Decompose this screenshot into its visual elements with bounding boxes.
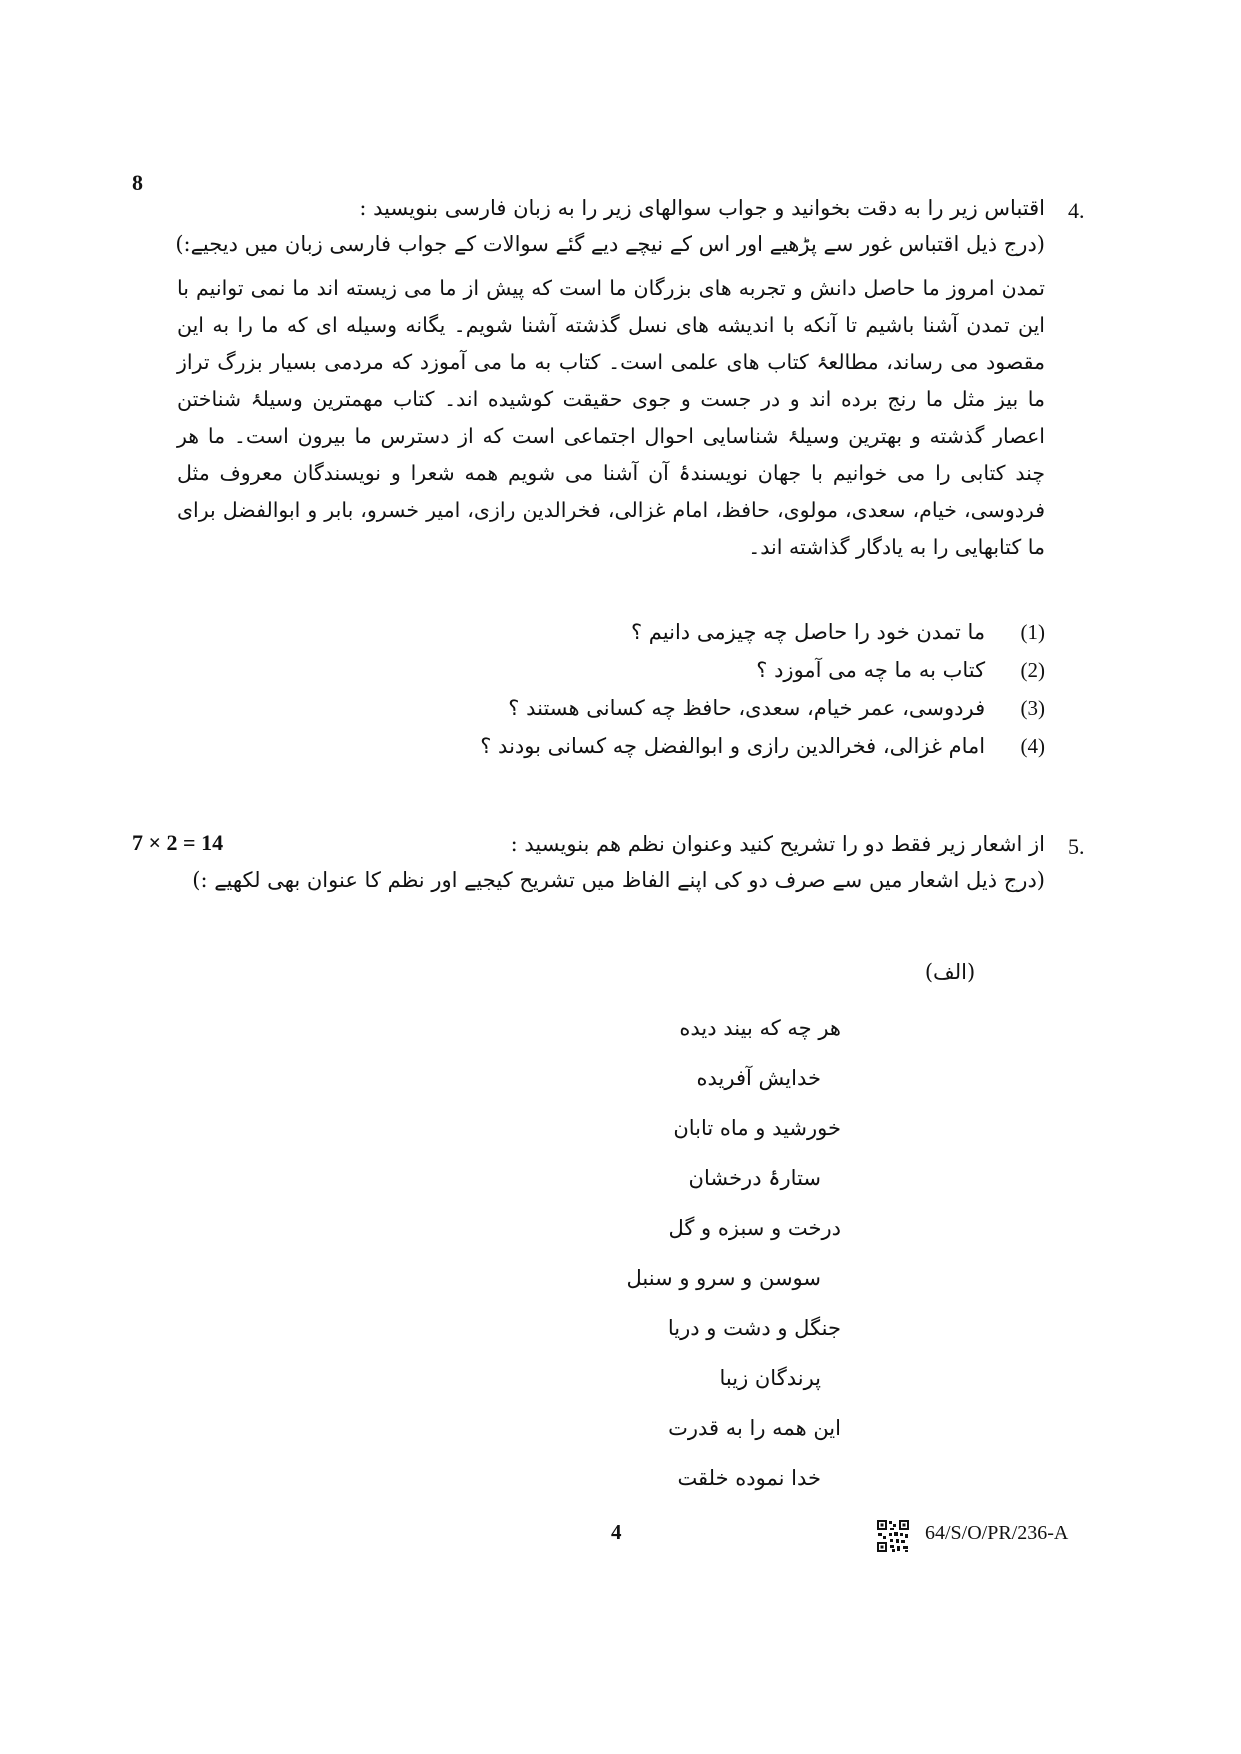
q4-question-1 <box>445 620 1045 645</box>
poem-line-6: سوسن و سرو و سنبل <box>626 1266 821 1290</box>
q5-marks: 7 × 2 = 14 <box>132 830 224 855</box>
q4-instruction-persian: اقتباس زیر را به دقت بخوانید و جواب سوالهای زیر را به زبان فارسی بنویسید : <box>359 196 1045 220</box>
q4-marks: 8 <box>132 170 143 195</box>
q4-number: 4. <box>1068 198 1085 223</box>
q4-question-3-text: فردوسی، عمر خیام، سعدی، حافظ چه کسانی هستند ؟ <box>508 696 986 720</box>
poem-line-7: جنگل و دشت و دریا <box>667 1316 841 1340</box>
poem-line-1: هر چه که بیند دیده <box>679 1016 841 1040</box>
q5-instruction-urdu: (درج ذیل اشعار میں سے صرف دو کی اپنے الفاظ میں تشریح کیجیے اور نظم کا عنوان بھی لکھیے :) <box>192 868 1045 892</box>
q4-instruction-urdu: (درج ذیل اقتباس غور سے پڑھیے اور اس کے نیچے دیے گئے سوالات کے جواب فارسی زبان میں دیجیے:) <box>175 232 1045 256</box>
poem-line-2: خدایش آفریده <box>696 1066 821 1090</box>
q4-question-1-number: (1) <box>1020 620 1045 644</box>
poem-line-4: ستارۂ درخشان <box>688 1166 821 1190</box>
q4-question-4 <box>445 734 1045 759</box>
q4-question-3 <box>445 696 1045 721</box>
q5-number: 5. <box>1068 834 1085 859</box>
q5-section-label: (الف) <box>924 960 976 984</box>
qr-code-icon <box>876 1519 910 1553</box>
q4-question-2-text: کتاب به ما چه می آموزد ؟ <box>756 658 986 682</box>
q4-question-2 <box>445 658 1045 683</box>
poem-line-3: خورشید و ماه تابان <box>673 1116 841 1140</box>
page-number: 4 <box>611 1520 622 1544</box>
q4-question-1-text: ما تمدن خود را حاصل چه چیزمی دانیم ؟ <box>630 620 986 644</box>
q4-question-4-text: امام غزالی، فخرالدین رازی و ابوالفضل چه کسانی بودند ؟ <box>480 734 986 758</box>
poem-line-8: پرندگان زیبا <box>719 1366 821 1390</box>
paper-code: 64/S/O/PR/236-A <box>925 1522 1069 1544</box>
q4-question-2-number: (2) <box>1020 658 1045 682</box>
q4-question-4-number: (4) <box>1020 734 1045 758</box>
q4-passage: تمدن امروز ما حاصل دانش و تجربه های بزرگان ما است که پیش از ما می زیسته اند ما نمی توانیم با این تمدن آشنا باشیم تا آنکه با اندیشه های نسل گذشته آشنا شویم۔ یگانه وسیله ای که ما را به این مقصود می رساند، مطالعۂ کتاب های علمی است۔ کتاب به ما می آموزد که مردمی بسیار بزرگ تراز ما بیز مثل ما رنج برده اند و در جست و جوی حقیقت کوشیده اند۔ کتاب مهمترین وسیلۂ شناختن اعصار گذشته و بهترین وسیلۂ شناسایی احوال اجتماعی است که از دسترس ما بیرون است۔ ما هر چند کتابی را می خوانیم با جهان نویسندۂ آن آشنا می شویم همه شعرا و نویسندگان معروف مثل فردوسی، خیام، سعدی، مولوی، حافظ، امام غزالی، فخرالدین رازی، امیر خسرو، بابر و ابوالفضل برای ما کتابهایی را به یادگار گذاشته اند۔ <box>177 276 1045 559</box>
poem-line-10: خدا نموده خلقت <box>677 1466 821 1490</box>
q4-question-3-number: (3) <box>1020 696 1045 720</box>
poem-line-9: این همه را به قدرت <box>668 1416 841 1440</box>
poem-line-5: درخت و سبزه و گل <box>668 1216 841 1240</box>
q5-instruction-persian: از اشعار زیر فقط دو را تشریح کنید وعنوان نظم هم بنویسید : <box>510 832 1045 856</box>
